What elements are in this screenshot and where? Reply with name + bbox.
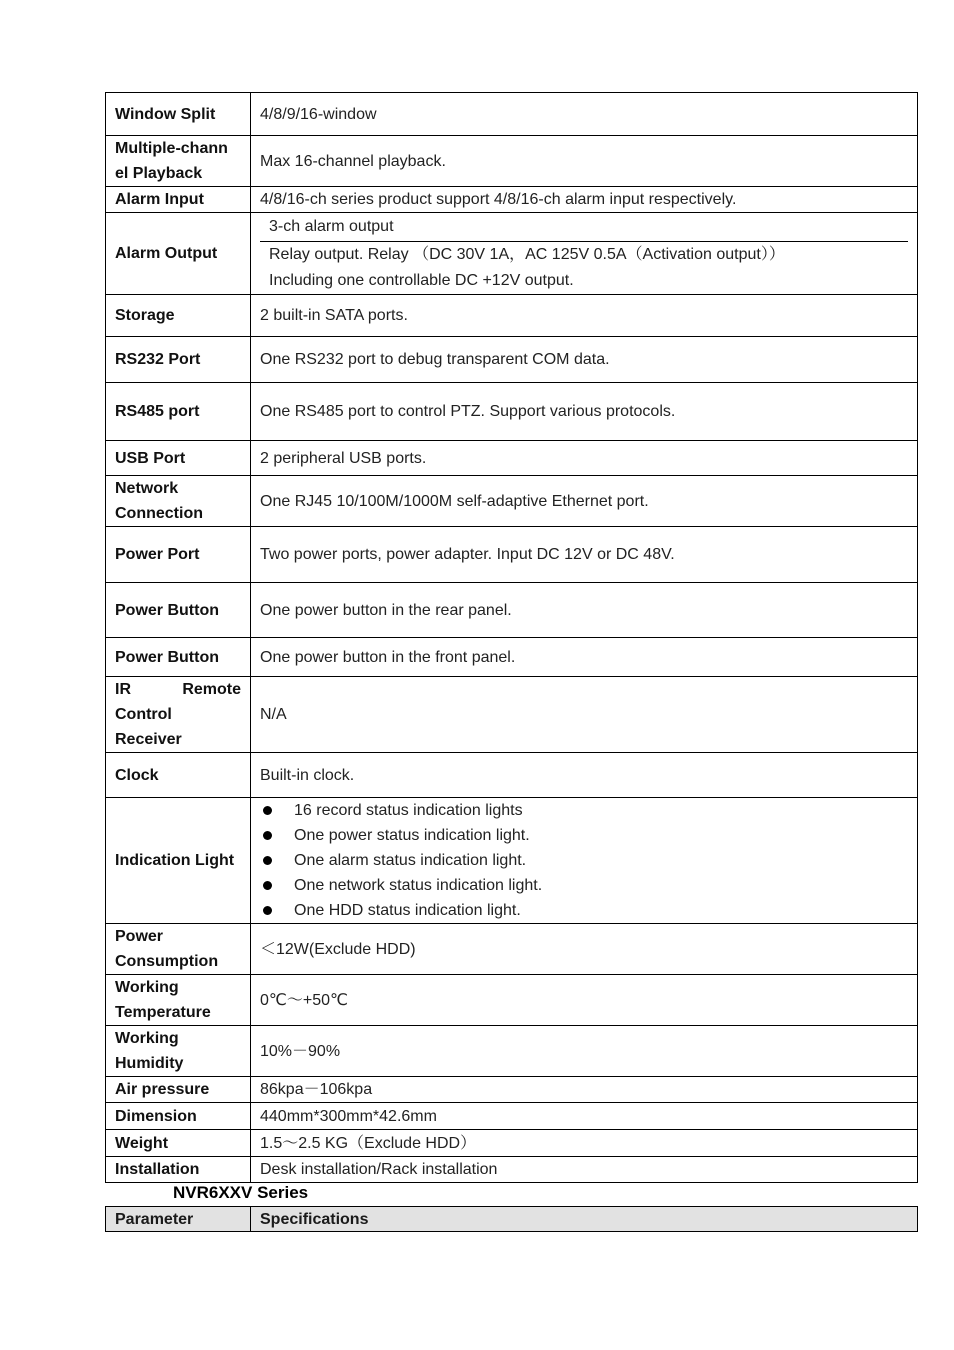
row-label: Network Connection: [106, 476, 251, 527]
list-item: [260, 898, 908, 923]
row-label: Power Consumption: [106, 924, 251, 975]
table-row: [106, 337, 918, 383]
row-value: 2 built-in SATA ports.: [251, 295, 918, 337]
bullet-icon: [263, 906, 272, 915]
row-value: ＜12W(Exclude HDD): [251, 924, 918, 975]
list-item-text: 16 record status indication lights: [294, 802, 523, 819]
table-row: [106, 527, 918, 583]
table-row: [106, 798, 918, 924]
table-header-row: [106, 1207, 918, 1232]
row-label: Working Humidity: [106, 1026, 251, 1077]
header-parameter: Parameter: [106, 1207, 251, 1232]
table-row: [106, 1077, 918, 1103]
row-label: Working Temperature: [106, 975, 251, 1026]
row-value: One RS485 port to control PTZ. Support various protocols.: [251, 383, 918, 441]
row-value: [251, 213, 918, 295]
table-row: [106, 677, 918, 753]
table-row: [106, 1026, 918, 1077]
bullet-icon: [263, 881, 272, 890]
row-value: 86kpa－106kpa: [251, 1077, 918, 1103]
bullet-icon: [263, 856, 272, 865]
series-title: NVR6XXV Series: [173, 1183, 309, 1202]
list-item: [260, 823, 908, 848]
bullet-icon: [263, 831, 272, 840]
table-row: [106, 213, 918, 295]
row-label: Window Split: [106, 93, 251, 136]
spec-table: [105, 92, 918, 1183]
table-row: [106, 924, 918, 975]
alarm-output-line: Relay output. Relay （DC 30V 1A，AC 125V 0.5A（Activation output））: [269, 246, 785, 263]
row-value: Max 16-channel playback.: [251, 136, 918, 187]
row-value: One RS232 port to debug transparent COM data.: [251, 337, 918, 383]
row-value: 4/8/16-ch series product support 4/8/16-ch alarm input respectively.: [251, 187, 918, 213]
ir-label-line: [115, 677, 241, 702]
row-value: One power button in the front panel.: [251, 638, 918, 677]
table-row: [106, 1103, 918, 1130]
row-label: Weight: [106, 1130, 251, 1157]
row-label: Power Port: [106, 527, 251, 583]
row-label: [106, 677, 251, 753]
row-label: RS485 port: [106, 383, 251, 441]
table-row: [106, 476, 918, 527]
table-row: [106, 136, 918, 187]
row-value: 0℃～+50℃: [251, 975, 918, 1026]
row-label: Multiple-chann el Playback: [106, 136, 251, 187]
table-row: [106, 1157, 918, 1183]
table-row: [106, 187, 918, 213]
header-specifications: Specifications: [251, 1207, 918, 1232]
row-value: 440mm*300mm*42.6mm: [251, 1103, 918, 1130]
table-row: [106, 441, 918, 476]
table-row: [106, 975, 918, 1026]
row-value: Built-in clock.: [251, 753, 918, 798]
row-label: USB Port: [106, 441, 251, 476]
row-label: Indication Light: [106, 798, 251, 924]
table-row: [106, 753, 918, 798]
row-label: RS232 Port: [106, 337, 251, 383]
row-value: One power button in the rear panel.: [251, 583, 918, 638]
row-value: [251, 798, 918, 924]
table-row: [106, 638, 918, 677]
row-value: Desk installation/Rack installation: [251, 1157, 918, 1183]
row-value: 1.5～2.5 KG（Exclude HDD）: [251, 1130, 918, 1157]
spec-header-table: [105, 1206, 918, 1232]
list-item-text: One alarm status indication light.: [294, 852, 527, 869]
list-item: [260, 848, 908, 873]
alarm-output-line: 3-ch alarm output: [260, 213, 908, 242]
list-item: [260, 873, 908, 898]
bullet-icon: [263, 806, 272, 815]
row-label: Storage: [106, 295, 251, 337]
row-value: One RJ45 10/100M/1000M self-adaptive Ethernet port.: [251, 476, 918, 527]
ir-label-line: Control: [115, 706, 172, 723]
row-label: Power Button: [106, 583, 251, 638]
row-value: 4/8/9/16-window: [251, 93, 918, 136]
ir-label-line: Receiver: [115, 731, 182, 748]
list-item-text: One power status indication light.: [294, 827, 530, 844]
list-item-text: One HDD status indication light.: [294, 902, 521, 919]
table-row: [106, 1130, 918, 1157]
alarm-output-line: Including one controllable DC +12V output.: [269, 272, 574, 289]
ir-label-word: IR: [115, 681, 131, 698]
row-value: 10%－90%: [251, 1026, 918, 1077]
row-value: 2 peripheral USB ports.: [251, 441, 918, 476]
table-row: [106, 383, 918, 441]
list-item-text: One network status indication light.: [294, 877, 543, 894]
row-value: Two power ports, power adapter. Input DC 12V or DC 48V.: [251, 527, 918, 583]
ir-label-word: Remote: [182, 681, 241, 698]
row-label: Power Button: [106, 638, 251, 677]
table-row: [106, 295, 918, 337]
table-row: [106, 93, 918, 136]
row-label: Installation: [106, 1157, 251, 1183]
row-label: Dimension: [106, 1103, 251, 1130]
row-label: Clock: [106, 753, 251, 798]
row-label: Alarm Output: [106, 213, 251, 295]
indication-list: [260, 798, 908, 923]
list-item: [260, 798, 908, 823]
row-label: Air pressure: [106, 1077, 251, 1103]
row-value: N/A: [251, 677, 918, 753]
row-label: Alarm Input: [106, 187, 251, 213]
table-row: [106, 583, 918, 638]
